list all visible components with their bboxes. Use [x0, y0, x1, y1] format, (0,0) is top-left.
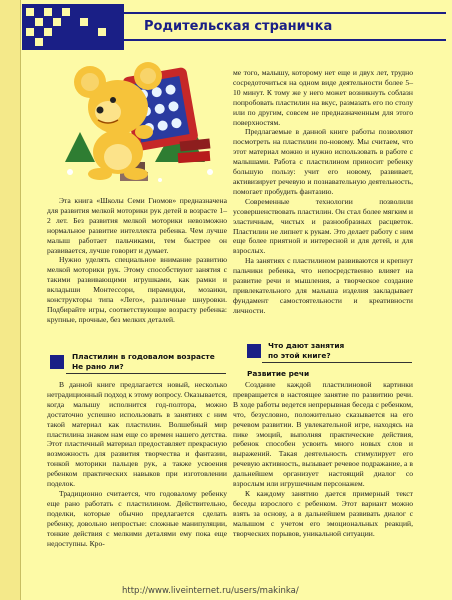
heading-marker [247, 344, 261, 358]
section-heading [268, 341, 418, 360]
section-heading [72, 352, 232, 371]
decor-square [26, 28, 34, 36]
paragraph: На занятиях с пластилином развиваются и крепнут пальчики ребенка, что непосредственно влияет на развитие речи и мышления, а творческое создание привлекательного для малыша изделия закладывает фундамент самостоятельности и креативности личности. [233, 256, 413, 315]
heading-line: Не рано ли? [72, 361, 124, 371]
left-stripe-line [20, 0, 21, 600]
decor-square [35, 18, 43, 26]
decor-square [53, 18, 61, 26]
paragraph: К каждому занятию дается примерный текст беседы взрослого с ребенком. Этот вариант можно взять за основу, а в дальнейшем развивать диалог с малышом с учетом его эмоциональных реакций, творческих порывов, уникальной ситуации. [233, 488, 413, 538]
heading-rule [262, 362, 412, 363]
decor-square [80, 18, 88, 26]
decor-square [98, 28, 106, 36]
decor-square [26, 8, 34, 16]
left-stripe [0, 0, 20, 600]
heading-rule [66, 373, 226, 374]
decor-square [44, 28, 52, 36]
heading-line: по этой книге? [268, 350, 331, 360]
footer-url: http://www.liveinternet.ru/users/makinka/ [122, 586, 299, 596]
left-body-text [47, 380, 227, 548]
decor-square [44, 8, 52, 16]
left-intro-text [47, 196, 227, 325]
right-body-text [233, 380, 413, 539]
mouse-with-abacus-icon [60, 62, 230, 192]
heading-marker [50, 355, 64, 369]
paragraph: ме того, малышу, которому нет еще и двух лет, трудно сосредоточиться на одном виде деятельности более 5–10 минут. К тому же у него может возникнуть соблазн попробовать пластилин на вкус, размазать его по столу или по другим, совсем не предназначенным для этого поверхностям. [233, 68, 413, 127]
paragraph: Современные технологии позволили усовершенствовать пластилин. Он стал более мягким и эластичным, чистых и разнообразных расцветок. Пластилин не липнет к рукам. Это делает работу с ним еще более приятной и интересной и для детей, и для взрослых. [233, 196, 413, 256]
page-title: Родительская страничка [144, 19, 333, 34]
paragraph: Традиционно считается, что годовалому ребенку еще рано работать с пластилином. Действительно, поделки, которые обычно предлагается сделать ребенку, довольно непростые: сложные манипуляции, тонкие действия с мелкими деталями ему пока еще недоступны. Кро- [47, 488, 227, 548]
paragraph: Предлагаемые в данной книге работы позволяют посмотреть на пластилин по-новому. Мы считаем, что этот материал можно и нужно использовать в работе с малышами. Работа с пластилином приносит ребенку большую пользу: учит его новому, развивает, активизирует речевую и познавательную деятельность, помогает пробудить фантазию. [233, 127, 413, 196]
heading-line: Что дают занятия [268, 341, 345, 350]
decor-square [35, 38, 43, 46]
heading-line: Пластилин в годовалом возрасте [72, 352, 215, 361]
paragraph: В данной книге предлагается новый, несколько нетрадиционный подход к этому вопросу. Оказывается, когда малышу исполнится год-полтора, можно достаточно успешно использовать в занятиях с ним такой материал как пластилин. Волшебный мир пластилина знаком нам еще со времен нашего детства. Этот пластичный материал предоставляет прекрасную возможность для развития творчества и фантазии, тонкой моторики пальцев рук, а также усвоения ребенком практических навыков при изготовлении поделок. [47, 380, 227, 489]
paragraph: Нужно уделять специальное внимание развитию мелкой моторики рук. Этому способствуют занятия с такими развивающими игрушками, как рамки и вкладыши Монтессори, пирамидки, мозаики, конструкторы типа «Лего», различные шнуровки. Подбирайте игры, соответствующие возрасту ребенка: крупные, прочные, без мелких деталей. [47, 255, 227, 324]
subheading: Развитие речи [247, 369, 310, 378]
decor-square [62, 8, 70, 16]
paragraph: Создание каждой пластилиновой картинки превращается в настоящее занятие по развитию речи. В ходе работы ведется непрерывная беседа с ребенком, что, безусловно, положительно сказывается на его речевом развитии. В увлекательной игре, находясь на пике эмоций, выполняя практические действия, ребенок способен усвоить много новых слов и выражений. Такая деятельность стимулирует его речевую активность, вызывает речевое подражание, а в дальнейшем организует настоящий диалог со взрослым или игрушечным персонажем. [233, 380, 413, 489]
paragraph: Эта книга «Школы Семи Гномов» предназначена для развития мелкой моторики рук детей в возрасте 1–2 лет. Без развития мелкой моторики невозможно нормальное развитие интеллекта ребенка. Чем лучше малыш работает пальчиками, тем быстрее он развивается, лучше говорит и думает. [47, 196, 227, 255]
right-intro-text [233, 68, 413, 316]
